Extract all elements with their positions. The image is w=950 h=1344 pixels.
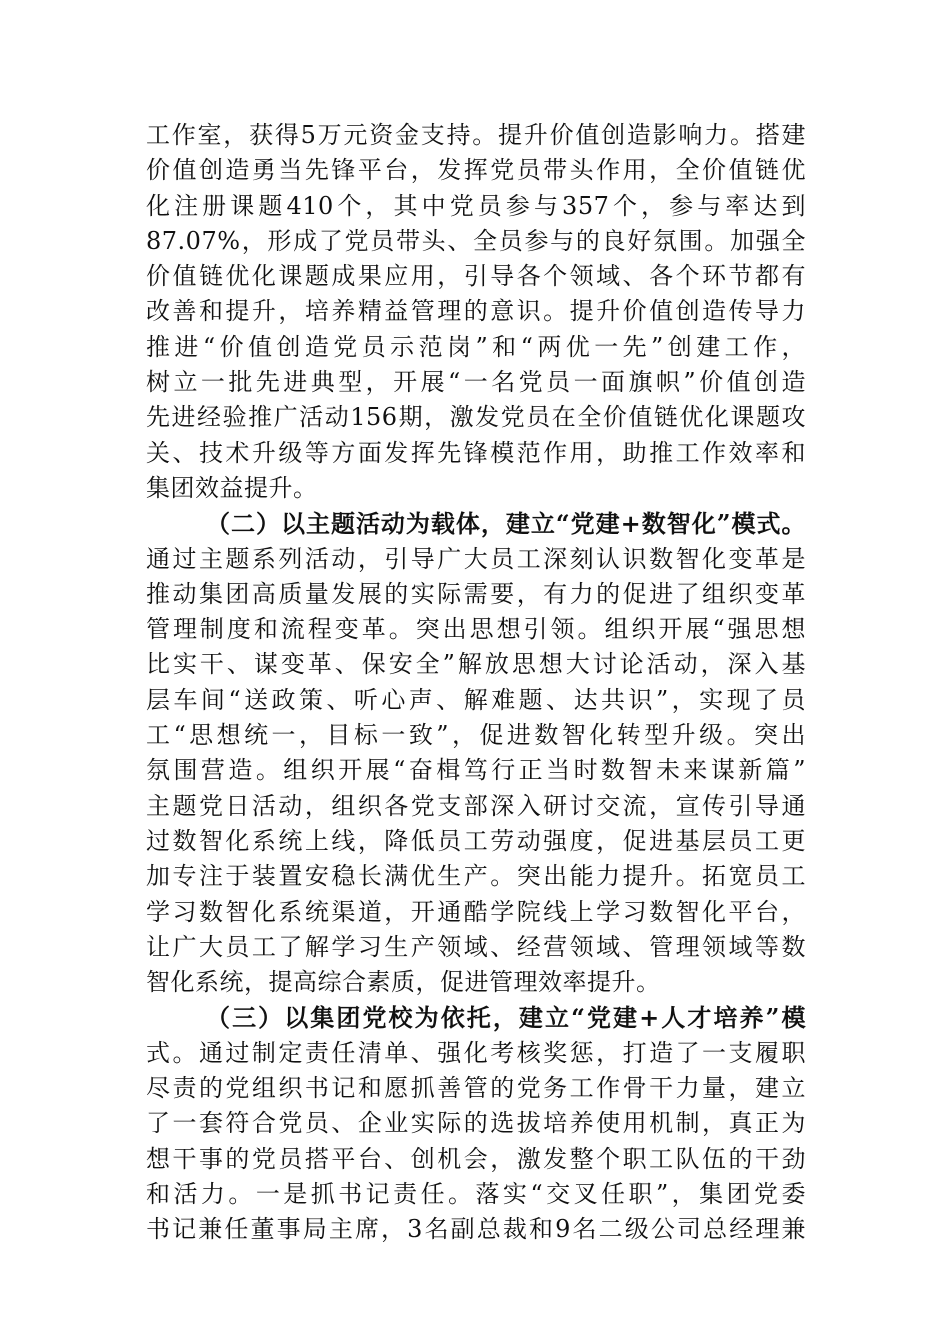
document-body xyxy=(146,118,806,1248)
text-line: 价值链优化课题成果应用，引导各个领域、各个环节都有 xyxy=(146,262,806,291)
text-line: 主题党日活动，组织各党支部深入研讨交流，宣传引导通 xyxy=(146,791,806,820)
text-line: 树立一批先进典型，开展“一名党员一面旗帜”价值创造 xyxy=(146,368,806,397)
section-heading-line xyxy=(146,1000,806,1035)
text-line: 书记兼任董事局主席，3名副总裁和9名二级公司总经理兼 xyxy=(146,1215,806,1244)
text-line: 改善和提升，培养精益管理的意识。提升价值创造传导力 xyxy=(146,297,806,326)
section-heading-line xyxy=(146,506,806,541)
text-line: 87.07%，形成了党员带头、全员参与的良好氛围。加强全 xyxy=(146,226,806,255)
text-line: 比实干、谋变革、保安全”解放思想大讨论活动，深入基 xyxy=(146,650,806,679)
text-line: 价值创造勇当先锋平台，发挥党员带头作用，全价值链优 xyxy=(146,156,806,185)
text-line: 管理制度和流程变革。突出思想引领。组织开展“强思想 xyxy=(146,615,806,644)
text-line: 式。通过制定责任清单、强化考核奖惩，打造了一支履职 xyxy=(146,1038,806,1067)
text-line: 加专注于装置安稳长满优生产。突出能力提升。拓宽员工 xyxy=(146,862,806,891)
text-line: 层车间“送政策、听心声、解难题、达共识”，实现了员 xyxy=(146,685,806,714)
text-line: 工作室，获得5万元资金支持。提升价值创造影响力。搭建 xyxy=(146,121,806,149)
paragraph-value-creation xyxy=(146,118,806,506)
text-line: 先进经验推广活动156期，激发党员在全价值链优化课题攻 xyxy=(146,403,806,432)
text-line: 过数智化系统上线，降低员工劳动强度，促进基层员工更 xyxy=(146,826,806,855)
text-line: 通过主题系列活动，引导广大员工深刻认识数智化变革是 xyxy=(146,544,806,573)
text-line: 集团效益提升。 xyxy=(146,473,318,502)
text-line: 和活力。一是抓书记责任。落实“交叉任职”，集团党委 xyxy=(146,1179,806,1208)
section-heading: （二）以主题活动为载体，建立“党建+数智化”模式。 xyxy=(206,509,806,539)
paragraph-digital-intelligence xyxy=(146,506,806,1000)
text-line: 推动集团高质量发展的实际需要，有力的促进了组织变革 xyxy=(146,579,806,608)
text-line: 推进“价值创造党员示范岗”和“两优一先”创建工作， xyxy=(146,332,806,361)
text-line: 工“思想统一，目标一致”，促进数智化转型升级。突出 xyxy=(146,721,806,750)
paragraph-talent-training xyxy=(146,1000,806,1247)
text-line: 学习数智化系统渠道，开通酷学院线上学习数智化平台， xyxy=(146,897,806,926)
text-line: 氛围营造。组织开展“奋楫笃行正当时数智未来谋新篇” xyxy=(146,756,806,785)
text-line: 关、技术升级等方面发挥先锋模范作用，助推工作效率和 xyxy=(146,438,806,467)
text-line: 让广大员工了解学习生产领域、经营领域、管理领域等数 xyxy=(146,932,806,961)
text-line: 智化系统，提高综合素质，促进管理效率提升。 xyxy=(146,968,661,997)
text-line: 化注册课题410个，其中党员参与357个，参与率达到 xyxy=(146,191,806,220)
text-line: 想干事的党员搭平台、创机会，激发整个职工队伍的干劲 xyxy=(146,1144,806,1173)
section-heading: （三）以集团党校为依托，建立“党建+人才培养”模 xyxy=(206,1003,806,1033)
text-line: 尽责的党组织书记和愿抓善管的党务工作骨干力量，建立 xyxy=(146,1074,806,1103)
text-line: 了一套符合党员、企业实际的选拔培养使用机制，真正为 xyxy=(146,1109,806,1138)
